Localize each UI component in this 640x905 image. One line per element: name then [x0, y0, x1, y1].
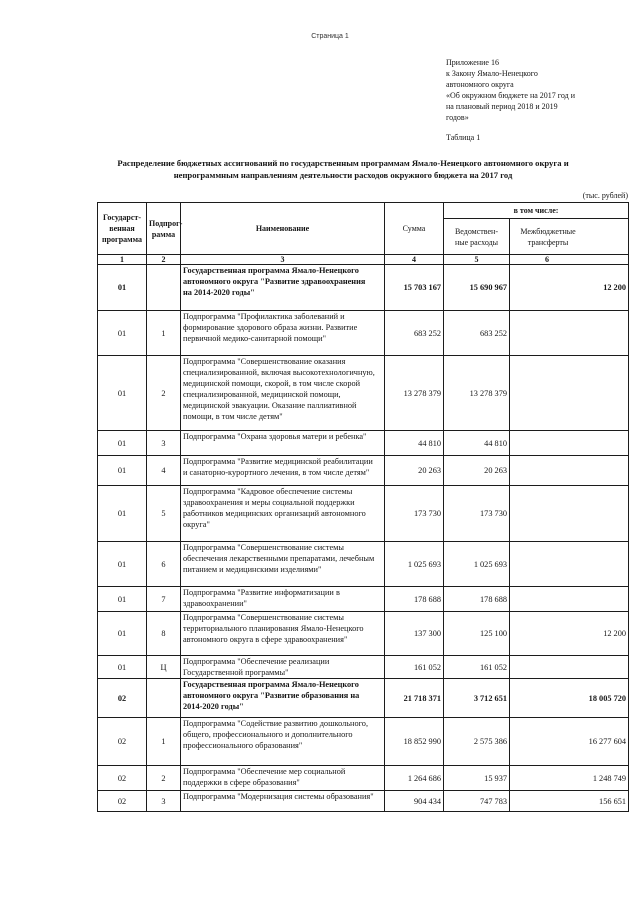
- program-code-cell: 02: [98, 791, 147, 812]
- transfers-cell: [510, 311, 629, 356]
- name-line: на 2014-2020 годы": [183, 288, 255, 297]
- transfers-cell: 18 005 720: [510, 679, 629, 718]
- header-transfers-line: трансферты: [527, 237, 569, 247]
- appendix-line: на плановый период 2018 и 2019: [446, 102, 558, 111]
- subprogram-row: [98, 542, 629, 587]
- name-line: специализированной, включая высокотехнологичную,: [183, 368, 375, 377]
- budget-table: [97, 202, 629, 812]
- table-body: [98, 265, 629, 812]
- header-including: в том числе:: [444, 203, 629, 219]
- name-cell: [181, 679, 385, 718]
- departmental-cell: 173 730: [444, 486, 510, 542]
- header-departmental-line: ные расходы: [454, 237, 499, 247]
- program-code-cell: 02: [98, 766, 147, 791]
- document-title: [93, 157, 593, 181]
- subprogram-code-cell: 4: [147, 456, 181, 486]
- program-code-cell: 01: [98, 265, 147, 311]
- sum-cell: 20 263: [385, 456, 444, 486]
- subprogram-code-cell: 8: [147, 612, 181, 656]
- subprogram-row: [98, 656, 629, 679]
- table-label: Таблица 1: [446, 133, 481, 142]
- name-line: Государственная программа Ямало-Ненецкого: [183, 266, 359, 275]
- subprogram-code-cell: 1: [147, 311, 181, 356]
- name-line: здравоохранении": [183, 599, 247, 608]
- name-line: Подпрограмма "Модернизация системы образования": [183, 792, 374, 801]
- subprogram-code-cell: 5: [147, 486, 181, 542]
- name-line: первичной медико-санитарной помощи": [183, 334, 326, 343]
- program-code-cell: 01: [98, 456, 147, 486]
- subprogram-code-cell: 1: [147, 718, 181, 766]
- name-cell: [181, 431, 385, 456]
- name-line: медицинской эвакуации. Оказание паллиативной: [183, 401, 357, 410]
- title-line: непрограммным направлениям деятельности расходов окружного бюджета на 2017 год: [173, 170, 513, 180]
- subprogram-row: [98, 311, 629, 356]
- sum-cell: 1 025 693: [385, 542, 444, 587]
- departmental-cell: 15 937: [444, 766, 510, 791]
- departmental-cell: 125 100: [444, 612, 510, 656]
- name-line: поддержки в сфере образования": [183, 778, 300, 787]
- departmental-cell: 683 252: [444, 311, 510, 356]
- sum-cell: 161 052: [385, 656, 444, 679]
- header-subprogram-line: Подпрог-: [149, 218, 183, 228]
- subprogram-code-cell: 6: [147, 542, 181, 587]
- name-line: Подпрограмма "Совершенствование оказания: [183, 357, 346, 366]
- transfers-cell: [510, 656, 629, 679]
- header-name: Наименование: [181, 203, 385, 255]
- name-line: автономного округа "Развитие образования на: [183, 691, 360, 700]
- subprogram-code-cell: [147, 265, 181, 311]
- subprogram-code-cell: [147, 679, 181, 718]
- title-line: Распределение бюджетных ассигнований по государственным программам Ямало-Ненецкого автономного округа и: [117, 158, 569, 168]
- header-departmental-line: Ведомствен-: [454, 226, 499, 236]
- name-line: Подпрограмма "Развитие информатизации в: [183, 588, 340, 597]
- program-code-cell: 01: [98, 311, 147, 356]
- column-number: 4: [385, 255, 444, 265]
- departmental-cell: 2 575 386: [444, 718, 510, 766]
- appendix-line: «Об окружном бюджете на 2017 год и: [446, 91, 576, 100]
- header-program-line: венная: [109, 224, 135, 233]
- column-number: 6: [510, 255, 629, 265]
- header-transfers: [510, 219, 629, 255]
- name-cell: [181, 542, 385, 587]
- name-line: специализированной, медицинской помощи,: [183, 390, 341, 399]
- name-cell: [181, 766, 385, 791]
- name-cell: [181, 486, 385, 542]
- name-line: территориального планирования Ямало-Ненецкого: [183, 624, 364, 633]
- sum-cell: 683 252: [385, 311, 444, 356]
- transfers-cell: 12 200: [510, 612, 629, 656]
- name-cell: [181, 656, 385, 679]
- subprogram-row: [98, 766, 629, 791]
- subprogram-code-cell: 7: [147, 587, 181, 612]
- name-line: Подпрограмма "Совершенствование системы: [183, 613, 344, 622]
- header-row: [98, 203, 629, 219]
- subprogram-row: [98, 612, 629, 656]
- name-line: Подпрограмма "Обеспечение реализации: [183, 657, 330, 666]
- sum-cell: 137 300: [385, 612, 444, 656]
- name-line: Подпрограмма "Профилактика заболеваний и: [183, 312, 345, 321]
- subprogram-row: [98, 486, 629, 542]
- subprogram-row: [98, 456, 629, 486]
- sum-cell: 15 703 167: [385, 265, 444, 311]
- sum-cell: 904 434: [385, 791, 444, 812]
- program-code-cell: 01: [98, 542, 147, 587]
- name-line: питанием и медицинскими изделиями": [183, 565, 322, 574]
- column-number: 2: [147, 255, 181, 265]
- sum-cell: 178 688: [385, 587, 444, 612]
- appendix-line: годов»: [446, 113, 469, 122]
- subprogram-row: [98, 587, 629, 612]
- sum-cell: 21 718 371: [385, 679, 444, 718]
- subprogram-code-cell: Ц: [147, 656, 181, 679]
- header-subprogram: [147, 203, 181, 255]
- sum-cell: 18 852 990: [385, 718, 444, 766]
- transfers-cell: [510, 356, 629, 431]
- transfers-cell: 156 651: [510, 791, 629, 812]
- name-line: и санаторно-курортного лечения, в том числе детям": [183, 468, 370, 477]
- program-code-cell: 01: [98, 486, 147, 542]
- column-number: 3: [181, 255, 385, 265]
- transfers-cell: [510, 456, 629, 486]
- name-cell: [181, 311, 385, 356]
- name-line: работников медицинских организаций автономного: [183, 509, 366, 518]
- transfers-cell: [510, 486, 629, 542]
- name-line: Государственной программы": [183, 668, 289, 677]
- name-cell: [181, 265, 385, 311]
- name-line: формирование здорового образа жизни. Развитие: [183, 323, 358, 332]
- name-cell: [181, 456, 385, 486]
- subprogram-row: [98, 718, 629, 766]
- departmental-cell: 1 025 693: [444, 542, 510, 587]
- program-code-cell: 01: [98, 356, 147, 431]
- transfers-cell: 16 277 604: [510, 718, 629, 766]
- departmental-cell: 20 263: [444, 456, 510, 486]
- program-code-cell: 02: [98, 718, 147, 766]
- appendix-line: к Закону Ямало-Ненецкого: [446, 69, 538, 78]
- subprogram-row: [98, 431, 629, 456]
- departmental-cell: 178 688: [444, 587, 510, 612]
- departmental-cell: 15 690 967: [444, 265, 510, 311]
- header-transfers-line: Межбюджетные: [520, 226, 576, 236]
- name-line: 2014-2020 годы": [183, 702, 244, 711]
- name-line: помощи, в том числе детям": [183, 412, 283, 421]
- name-line: округа": [183, 520, 210, 529]
- name-line: здравоохранения и меры социальной поддержки: [183, 498, 355, 507]
- header-departmental: [444, 219, 510, 255]
- name-line: Подпрограмма "Развитие медицинской реабилитации: [183, 457, 373, 466]
- header-program-line: программа: [102, 235, 142, 244]
- program-code-cell: 01: [98, 612, 147, 656]
- header-subprogram-line: рамма: [151, 229, 176, 239]
- name-line: Подпрограмма "Охрана здоровья матери и ребенка": [183, 432, 367, 441]
- program-code-cell: 01: [98, 587, 147, 612]
- name-line: Подпрограмма "Кадровое обеспечение системы: [183, 487, 353, 496]
- header-program: [98, 203, 147, 255]
- subprogram-row: [98, 356, 629, 431]
- name-line: медицинской помощи, скорой, в том числе скорой: [183, 379, 361, 388]
- sum-cell: 1 264 686: [385, 766, 444, 791]
- departmental-cell: 13 278 379: [444, 356, 510, 431]
- name-cell: [181, 612, 385, 656]
- name-line: Подпрограмма "Обеспечение мер социальной: [183, 767, 346, 776]
- units-label: (тыс. рублей): [582, 191, 628, 200]
- name-line: общего, профессионального и дополнительного: [183, 730, 353, 739]
- name-cell: [181, 791, 385, 812]
- column-number: 1: [98, 255, 147, 265]
- name-cell: [181, 356, 385, 431]
- name-line: автономного округа "Развитие здравоохранения: [183, 277, 366, 286]
- table-header: [98, 203, 629, 265]
- subprogram-code-cell: 3: [147, 431, 181, 456]
- subprogram-code-cell: 3: [147, 791, 181, 812]
- sum-cell: 44 810: [385, 431, 444, 456]
- header-program-line: Государст-: [103, 213, 141, 222]
- column-number-row: [98, 255, 629, 265]
- departmental-cell: 44 810: [444, 431, 510, 456]
- program-code-cell: 02: [98, 679, 147, 718]
- transfers-cell: 1 248 749: [510, 766, 629, 791]
- name-line: Государственная программа Ямало-Ненецкого: [183, 680, 359, 689]
- name-line: профессионального образования": [183, 741, 303, 750]
- transfers-cell: 12 200: [510, 265, 629, 311]
- name-cell: [181, 718, 385, 766]
- departmental-cell: 747 783: [444, 791, 510, 812]
- sum-cell: 13 278 379: [385, 356, 444, 431]
- departmental-cell: 161 052: [444, 656, 510, 679]
- program-row: [98, 265, 629, 311]
- name-line: обеспечения лекарственными препаратами, лечебным: [183, 554, 375, 563]
- program-row: [98, 679, 629, 718]
- name-line: Подпрограмма "Совершенствование системы: [183, 543, 344, 552]
- departmental-cell: 3 712 651: [444, 679, 510, 718]
- transfers-cell: [510, 587, 629, 612]
- subprogram-row: [98, 791, 629, 812]
- program-code-cell: 01: [98, 656, 147, 679]
- appendix-line: Приложение 16: [446, 58, 499, 67]
- name-cell: [181, 587, 385, 612]
- header-sum: Сумма: [385, 203, 444, 255]
- name-line: Подпрограмма "Содействие развитию дошкольного,: [183, 719, 369, 728]
- column-number: 5: [444, 255, 510, 265]
- sum-cell: 173 730: [385, 486, 444, 542]
- subprogram-code-cell: 2: [147, 356, 181, 431]
- program-code-cell: 01: [98, 431, 147, 456]
- appendix-line: автономного округа: [446, 80, 514, 89]
- name-line: автономного округа в сфере здравоохранения": [183, 635, 348, 644]
- transfers-cell: [510, 542, 629, 587]
- appendix-block: [446, 57, 575, 123]
- subprogram-code-cell: 2: [147, 766, 181, 791]
- page-label: Страница 1: [311, 33, 349, 40]
- transfers-cell: [510, 431, 629, 456]
